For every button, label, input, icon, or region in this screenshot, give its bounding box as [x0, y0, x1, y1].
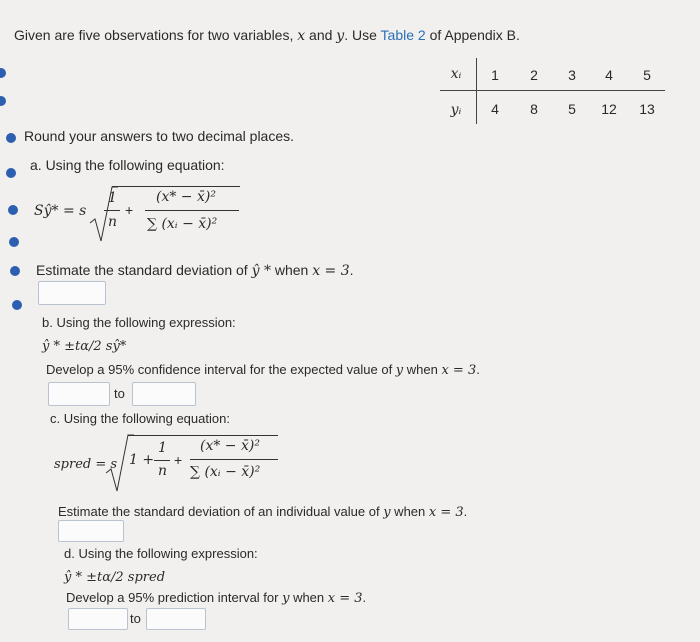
table-cell-x: 2	[530, 67, 538, 83]
margin-dot	[8, 205, 18, 215]
part-b-upper-input[interactable]	[132, 382, 196, 406]
part-a-formula-lhs: Sŷ* = s	[34, 203, 87, 219]
x-equals: x = 3	[327, 591, 363, 606]
intro-mid: . Use	[344, 27, 381, 43]
part-d-title: d. Using the following expression:	[64, 546, 258, 561]
part-b-percent: 95%	[108, 362, 135, 377]
yhat-star: ŷ *	[251, 263, 271, 279]
frac1-den: n	[108, 214, 118, 230]
table-divider-horizontal	[440, 90, 665, 91]
table-link[interactable]: Table 2	[380, 27, 426, 43]
table-divider-vertical	[476, 58, 477, 124]
part-a-estimate-prefix: Estimate the standard deviation of	[36, 262, 252, 278]
part-b-expression: ŷ * ±tα/2 sŷ*	[42, 339, 127, 354]
table-cell-y: 13	[639, 101, 655, 117]
plus-sign: +	[174, 452, 183, 468]
part-c-answer-input[interactable]	[58, 520, 124, 542]
x-equals: x = 3	[428, 505, 464, 520]
frac2-num: (x* − x̄)²	[156, 189, 216, 205]
part-c-formula-lhs: spred = s	[54, 457, 118, 472]
part-c-title: c. Using the following equation:	[50, 411, 230, 426]
table-cell-x: 3	[568, 67, 576, 83]
intro-and: and	[305, 27, 337, 43]
var-y: y	[336, 28, 345, 44]
var-y: y	[383, 505, 391, 520]
frac1-line	[104, 210, 120, 211]
part-b-title: b. Using the following expression:	[42, 315, 236, 330]
table-cell-y: 4	[491, 101, 499, 117]
part-b-develop-suffix: .	[476, 362, 480, 377]
frac2-den: ∑ (xᵢ − x̄)²	[190, 464, 261, 480]
radical-bar	[112, 186, 240, 187]
table-cell-y: 12	[601, 101, 617, 117]
part-a-answer-input[interactable]	[38, 281, 106, 305]
part-d-develop-suffix: .	[362, 590, 367, 605]
table-cell-y: 5	[568, 101, 576, 117]
frac2-num: (x* − x̄)²	[200, 438, 260, 454]
part-c-one-plus: 1 +	[129, 452, 155, 468]
part-d-develop-when: when	[289, 590, 328, 605]
part-d-lower-input[interactable]	[68, 608, 128, 630]
part-d-develop-mid: prediction interval for	[154, 590, 283, 605]
table-x-label: xᵢ	[450, 66, 462, 82]
frac1-den: n	[158, 463, 168, 479]
plus-sign: +	[125, 202, 134, 218]
table-cell-x: 5	[643, 67, 651, 83]
frac2-line	[145, 210, 239, 211]
part-a-estimate	[36, 262, 354, 279]
part-d-percent: 95%	[128, 590, 155, 605]
part-b-develop	[46, 362, 480, 378]
part-b-to-label: to	[114, 386, 125, 401]
part-c-estimate	[58, 504, 467, 520]
table-cell-x: 1	[491, 67, 499, 83]
frac1-line	[154, 460, 170, 461]
margin-dot	[9, 237, 19, 247]
table-cell-x: 4	[605, 67, 613, 83]
part-a-estimate-suffix: .	[349, 262, 354, 278]
part-d-develop-prefix: Develop a	[66, 590, 129, 605]
table-y-label: yᵢ	[450, 102, 462, 118]
data-table	[0, 0, 700, 130]
margin-dot	[12, 300, 22, 310]
radical-bar	[128, 435, 278, 436]
x-equals: x = 3	[441, 363, 477, 378]
var-x: x	[297, 28, 306, 44]
part-b-develop-when: when	[403, 362, 442, 377]
margin-dot	[6, 168, 16, 178]
margin-dot	[6, 133, 16, 143]
intro-suffix: of Appendix B.	[425, 27, 520, 43]
part-a-title: a. Using the following equation:	[30, 157, 225, 173]
part-b-develop-mid: confidence interval for the expected value of	[134, 362, 396, 377]
var-y: y	[395, 363, 404, 378]
part-a-estimate-mid: when	[270, 262, 313, 278]
part-b-develop-prefix: Develop a	[46, 362, 109, 377]
frac2-den: ∑ (xᵢ − x̄)²	[147, 216, 218, 232]
part-d-expression: ŷ * ±tα/2 spred	[64, 570, 166, 585]
part-c-estimate-prefix: Estimate the standard deviation of an individual value of	[58, 504, 384, 519]
frac1-num: 1	[108, 190, 117, 206]
frac1-num: 1	[158, 440, 167, 456]
round-note: Round your answers to two decimal places.	[24, 128, 295, 144]
part-c-estimate-suffix: .	[463, 504, 468, 519]
frac2-line	[190, 459, 278, 460]
x-equals: x = 3	[312, 263, 350, 279]
table-cell-y: 8	[530, 101, 538, 117]
intro-prefix: Given are five observations for two variables,	[14, 27, 298, 43]
part-d-upper-input[interactable]	[146, 608, 206, 630]
margin-dot	[10, 266, 20, 276]
part-b-lower-input[interactable]	[48, 382, 110, 406]
part-d-to-label: to	[130, 611, 141, 626]
var-y: y	[282, 591, 290, 606]
part-c-estimate-mid: when	[390, 504, 429, 519]
part-d-develop	[66, 590, 366, 606]
